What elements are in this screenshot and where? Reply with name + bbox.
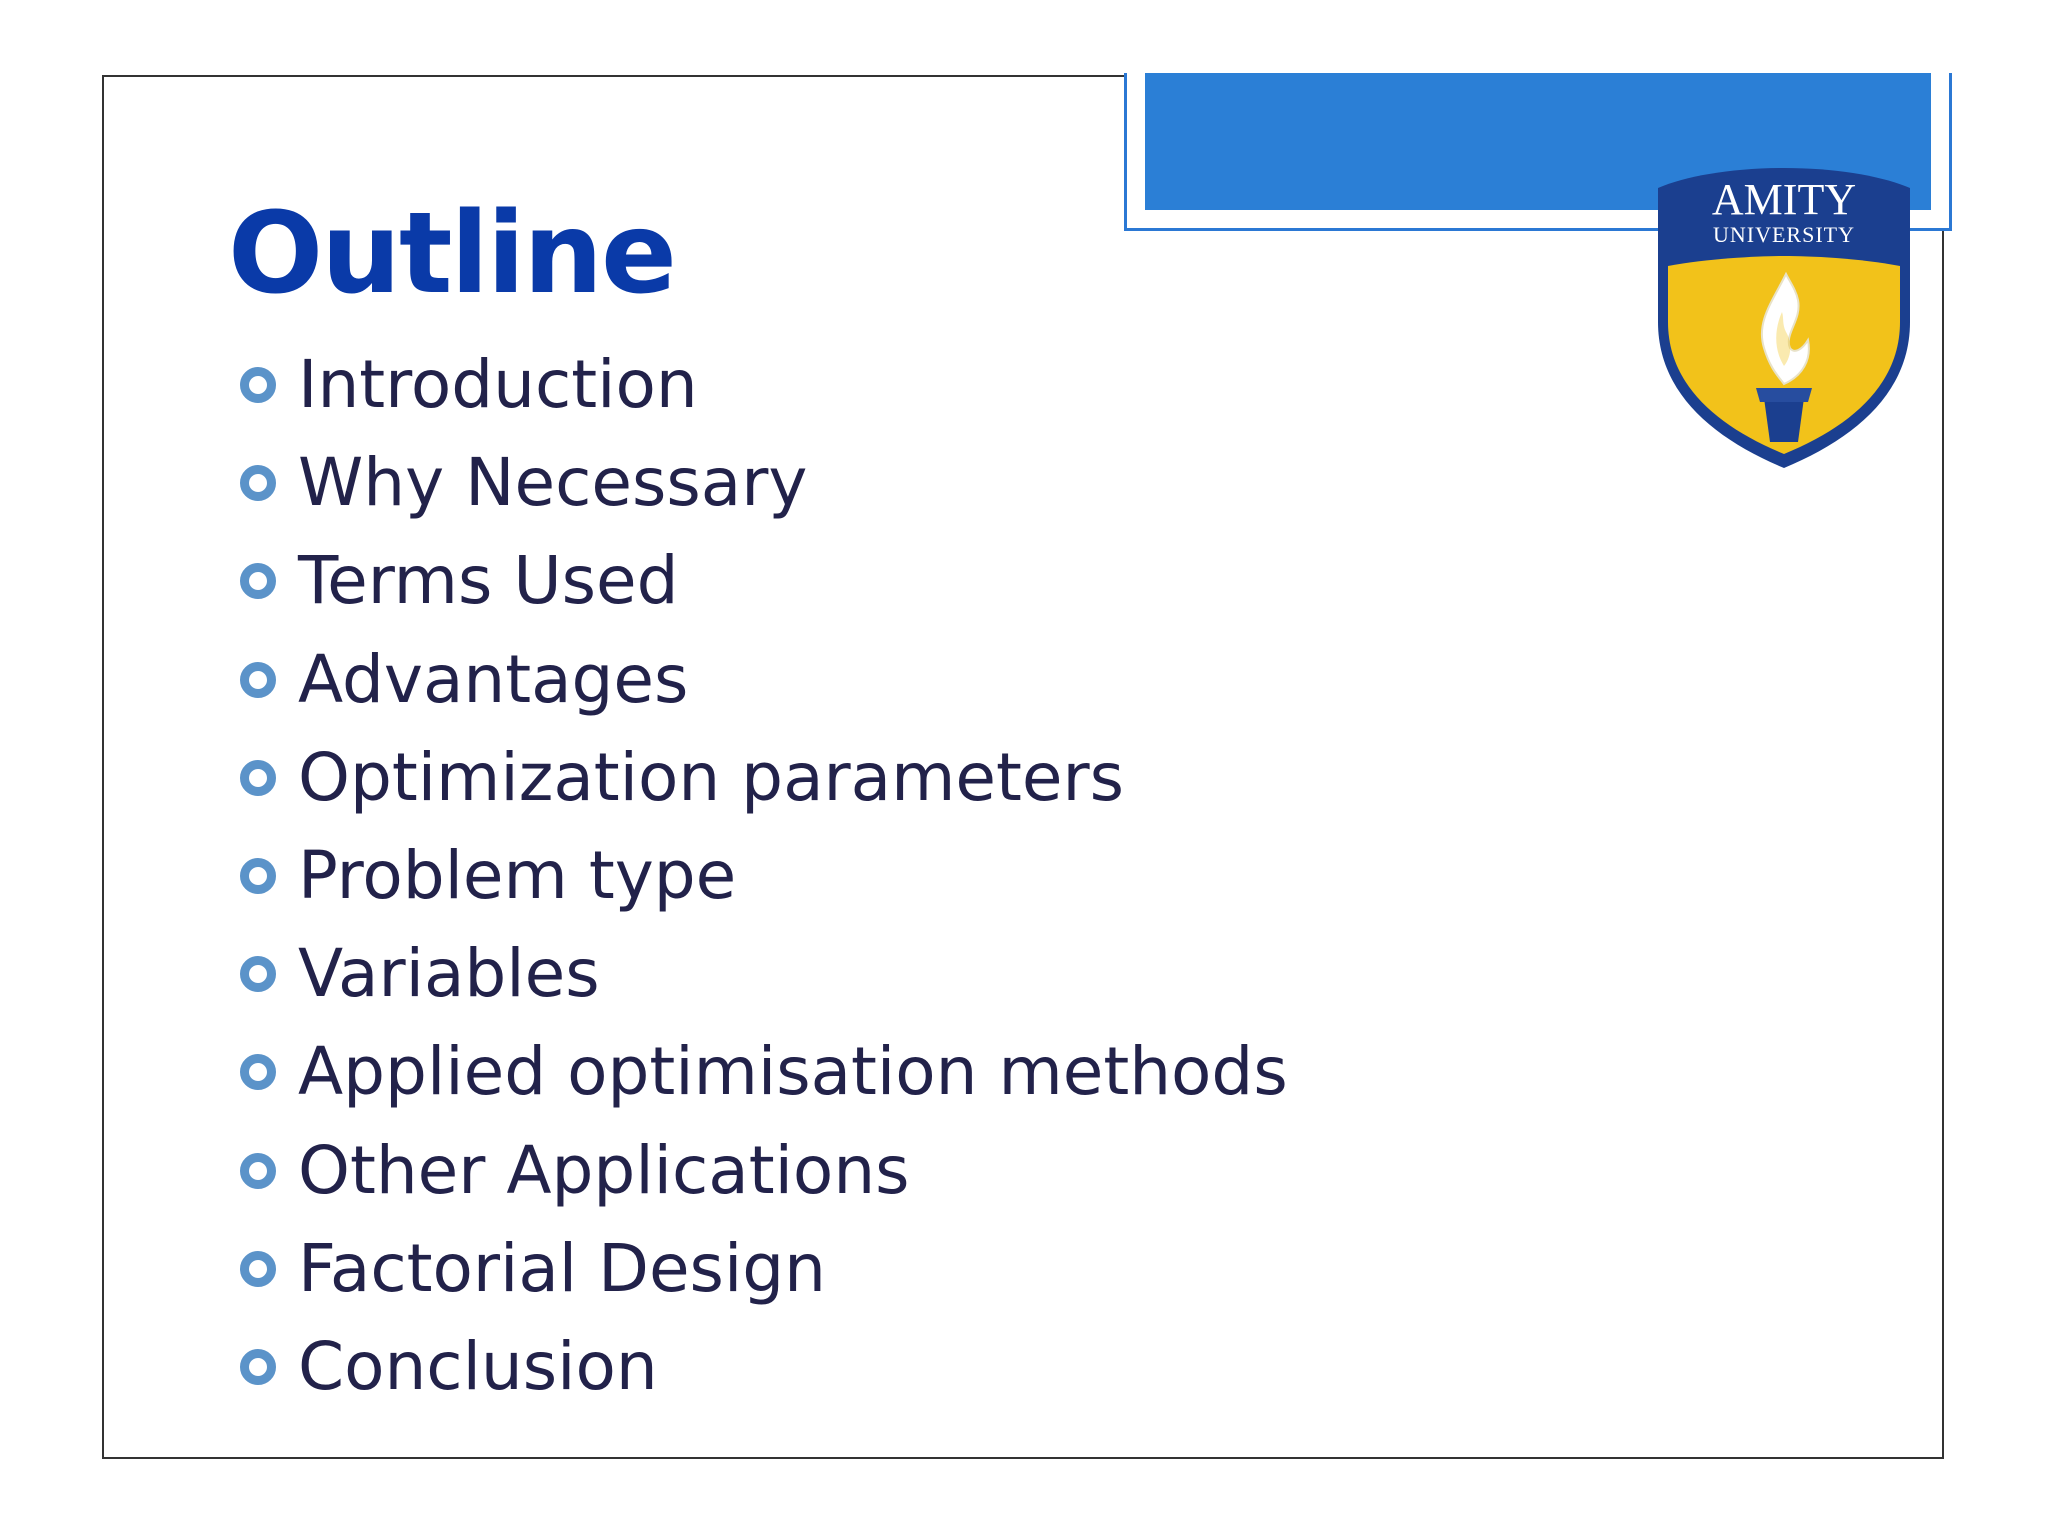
- list-item-label: Variables: [298, 935, 600, 1013]
- list-item: [240, 1220, 1288, 1318]
- torch-handle: [1764, 398, 1804, 442]
- list-item: [240, 631, 1288, 729]
- logo-name: AMITY: [1711, 175, 1857, 224]
- bullet-ring-icon: [240, 1054, 276, 1090]
- list-item-label: Terms Used: [298, 542, 679, 620]
- outline-list: [240, 336, 1288, 1416]
- list-item: [240, 434, 1288, 532]
- list-item-label: Problem type: [298, 837, 737, 915]
- bullet-ring-icon: [240, 662, 276, 698]
- bullet-ring-icon: [240, 1349, 276, 1385]
- list-item: [240, 729, 1288, 827]
- list-item-label: Introduction: [298, 346, 698, 424]
- bullet-ring-icon: [240, 1251, 276, 1287]
- list-item-label: Optimization parameters: [298, 738, 1124, 816]
- list-item-label: Other Applications: [298, 1131, 910, 1209]
- list-item: [240, 336, 1288, 434]
- list-item-label: Applied optimisation methods: [298, 1033, 1288, 1111]
- list-item-label: Conclusion: [298, 1327, 658, 1405]
- bullet-ring-icon: [240, 760, 276, 796]
- bullet-ring-icon: [240, 956, 276, 992]
- logo-subtitle: UNIVERSITY: [1713, 222, 1855, 247]
- slide-title: Outline: [228, 189, 675, 319]
- bullet-ring-icon: [240, 1153, 276, 1189]
- list-item-label: Why Necessary: [298, 444, 808, 522]
- torch-cup: [1756, 388, 1812, 402]
- list-item: [240, 1318, 1288, 1416]
- bullet-ring-icon: [240, 367, 276, 403]
- list-item: [240, 1122, 1288, 1220]
- list-item: [240, 532, 1288, 630]
- list-item: [240, 925, 1288, 1023]
- amity-university-logo: [1652, 162, 1916, 474]
- bullet-ring-icon: [240, 563, 276, 599]
- bullet-ring-icon: [240, 858, 276, 894]
- list-item: [240, 827, 1288, 925]
- list-item-label: Advantages: [298, 640, 689, 718]
- list-item-label: Factorial Design: [298, 1229, 826, 1307]
- list-item: [240, 1023, 1288, 1121]
- bullet-ring-icon: [240, 465, 276, 501]
